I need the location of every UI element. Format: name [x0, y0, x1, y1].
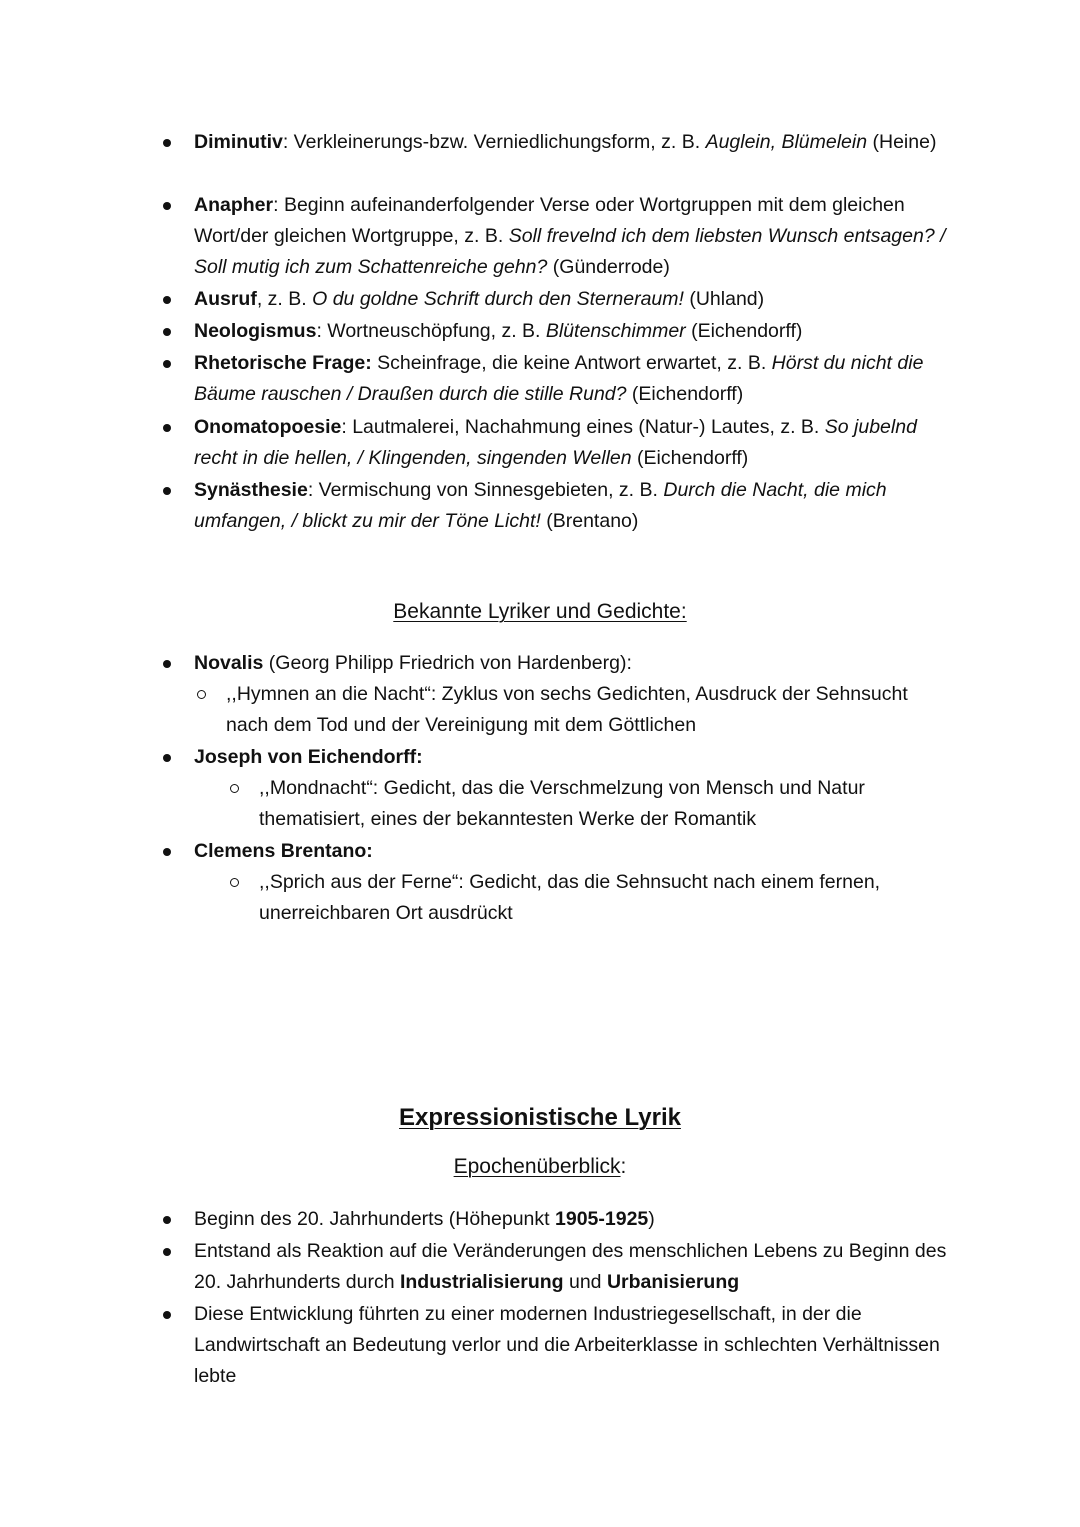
- term-suffix: :: [282, 131, 289, 153]
- bullet-icon: [163, 139, 171, 147]
- bullet-icon: [163, 202, 171, 210]
- section-heading-epochenueberblick: Epochenüberblick:: [453, 1155, 627, 1178]
- example: O du goldne Schrift durch den Sterneraum!: [312, 288, 684, 310]
- bullet-icon: [163, 296, 171, 304]
- term-suffix: ,: [256, 288, 263, 310]
- sub-bullet-icon: [230, 878, 239, 887]
- source: (Eichendorff): [626, 383, 744, 405]
- bullet-icon: [163, 424, 171, 432]
- source: (Eichendorff): [685, 320, 803, 342]
- example: Hörst du nicht die Bäume rauschen / Draußen durch die stille Rund?: [194, 352, 924, 405]
- work-description: ,,Hymnen an die Nacht“: Zyklus von sechs Gedichten, Ausdruck der Sehnsucht nach dem Tod und der Vereinigung mit dem Göttlichen: [226, 683, 908, 736]
- source: (Heine): [867, 131, 937, 153]
- description: Lautmalerei, Nachahmung eines (Natur-) Lautes, z. B.: [346, 416, 825, 438]
- poet-brentano: [194, 836, 954, 867]
- bullet-icon: [163, 1311, 171, 1319]
- description: Wortneuschöpfung, z. B.: [321, 320, 546, 342]
- work-description: ,,Mondnacht“: Gedicht, das die Verschmelzung von Mensch und Natur thematisiert, eines der bekanntesten Werke der Romantik: [259, 777, 865, 830]
- term: Rhetorische Frage:: [194, 352, 372, 374]
- term: Anapher: [194, 194, 274, 216]
- term-suffix: :: [273, 194, 279, 216]
- term-suffix: :: [316, 320, 322, 342]
- poet-name-suffix: (Georg Philipp Friedrich von Hardenberg):: [263, 652, 632, 674]
- example: Auglein, Blümelein: [705, 131, 868, 153]
- list-item-diminutiv: [194, 127, 954, 158]
- term: Diminutiv: [194, 131, 283, 153]
- bullet-icon: [163, 1248, 171, 1256]
- term: Neologismus: [194, 320, 317, 342]
- poet-novalis: [194, 648, 954, 679]
- example: Soll frevelnd ich dem liebsten Wunsch entsagen? / Soll mutig ich zum Schattenreiche gehn?: [194, 225, 946, 278]
- list-item-ausruf: [194, 284, 954, 315]
- bullet-icon: [163, 848, 171, 856]
- poet-name: Joseph von Eichendorff:: [194, 746, 423, 768]
- chapter-title: Expressionistische Lyrik: [399, 1104, 681, 1131]
- source: (Eichendorff): [631, 447, 749, 469]
- poet-work-brentano: [259, 867, 949, 929]
- section-heading-lyriker: Bekannte Lyriker und Gedichte:: [393, 600, 687, 623]
- list-item-rhetorische-frage: [194, 348, 954, 410]
- list-item-synaesthesie: [194, 475, 954, 537]
- source: (Günderrode): [547, 256, 670, 278]
- poet-work-eichendorff: [259, 773, 949, 835]
- sub-bullet-icon: [197, 690, 206, 699]
- epoch-point-3: Diese Entwicklung führten zu einer modernen Industriegesellschaft, in der die Landwirtschaft an Bedeutung verlor und die Arbeiterklasse in schlechten Verhältnissen lebte: [194, 1299, 954, 1392]
- sub-bullet-icon: [230, 784, 239, 793]
- example: So jubelnd recht in die hellen, / Klingenden, singenden Wellen: [194, 416, 917, 469]
- term-suffix: :: [307, 479, 314, 501]
- bullet-icon: [163, 487, 171, 495]
- term-suffix: :: [341, 416, 347, 438]
- term: Ausruf: [194, 288, 257, 310]
- bullet-icon: [163, 754, 171, 762]
- work-description: ,,Sprich aus der Ferne“: Gedicht, das die Sehnsucht nach einem fernen, unerreichbaren Ort ausdrückt: [259, 871, 881, 924]
- description: Scheinfrage, die keine Antwort erwartet, z. B.: [371, 352, 772, 374]
- example: Blütenschimmer: [545, 320, 686, 342]
- list-item-anapher: [194, 190, 954, 283]
- description: Beginn aufeinanderfolgender Verse oder Wortgruppen mit dem gleichen Wort/der gleichen Wortgruppe, z. B.: [194, 194, 905, 247]
- bullet-icon: [163, 1216, 171, 1224]
- bullet-icon: [163, 360, 171, 368]
- poet-eichendorff: [194, 742, 954, 773]
- term: Onomatopoesie: [194, 416, 342, 438]
- list-item-onomatopoesie: [194, 412, 954, 474]
- example: Durch die Nacht, die mich umfangen, / blickt zu mir der Töne Licht!: [194, 479, 887, 532]
- poet-work-novalis: [226, 679, 926, 741]
- bullet-icon: [163, 660, 171, 668]
- epoch-point-1: Beginn des 20. Jahrhunderts (Höhepunkt 1905-1925): [194, 1204, 954, 1235]
- list-item-neologismus: [194, 316, 954, 347]
- description: Vermischung von Sinnesgebieten, z. B.: [313, 479, 664, 501]
- poet-name: Clemens Brentano:: [194, 840, 373, 862]
- epoch-point-2: Entstand als Reaktion auf die Veränderungen des menschlichen Lebens zu Beginn des 20. Jahrhunderts durch Industrialisierung und Urbanisierung: [194, 1236, 954, 1298]
- source: (Brentano): [540, 510, 639, 532]
- source: (Uhland): [683, 288, 765, 310]
- description: Verkleinerungs-bzw. Verniedlichungsform, z. B.: [288, 131, 706, 153]
- poet-name: Novalis: [194, 652, 264, 674]
- term: Synästhesie: [194, 479, 308, 501]
- bullet-icon: [163, 328, 171, 336]
- description: z. B.: [262, 288, 313, 310]
